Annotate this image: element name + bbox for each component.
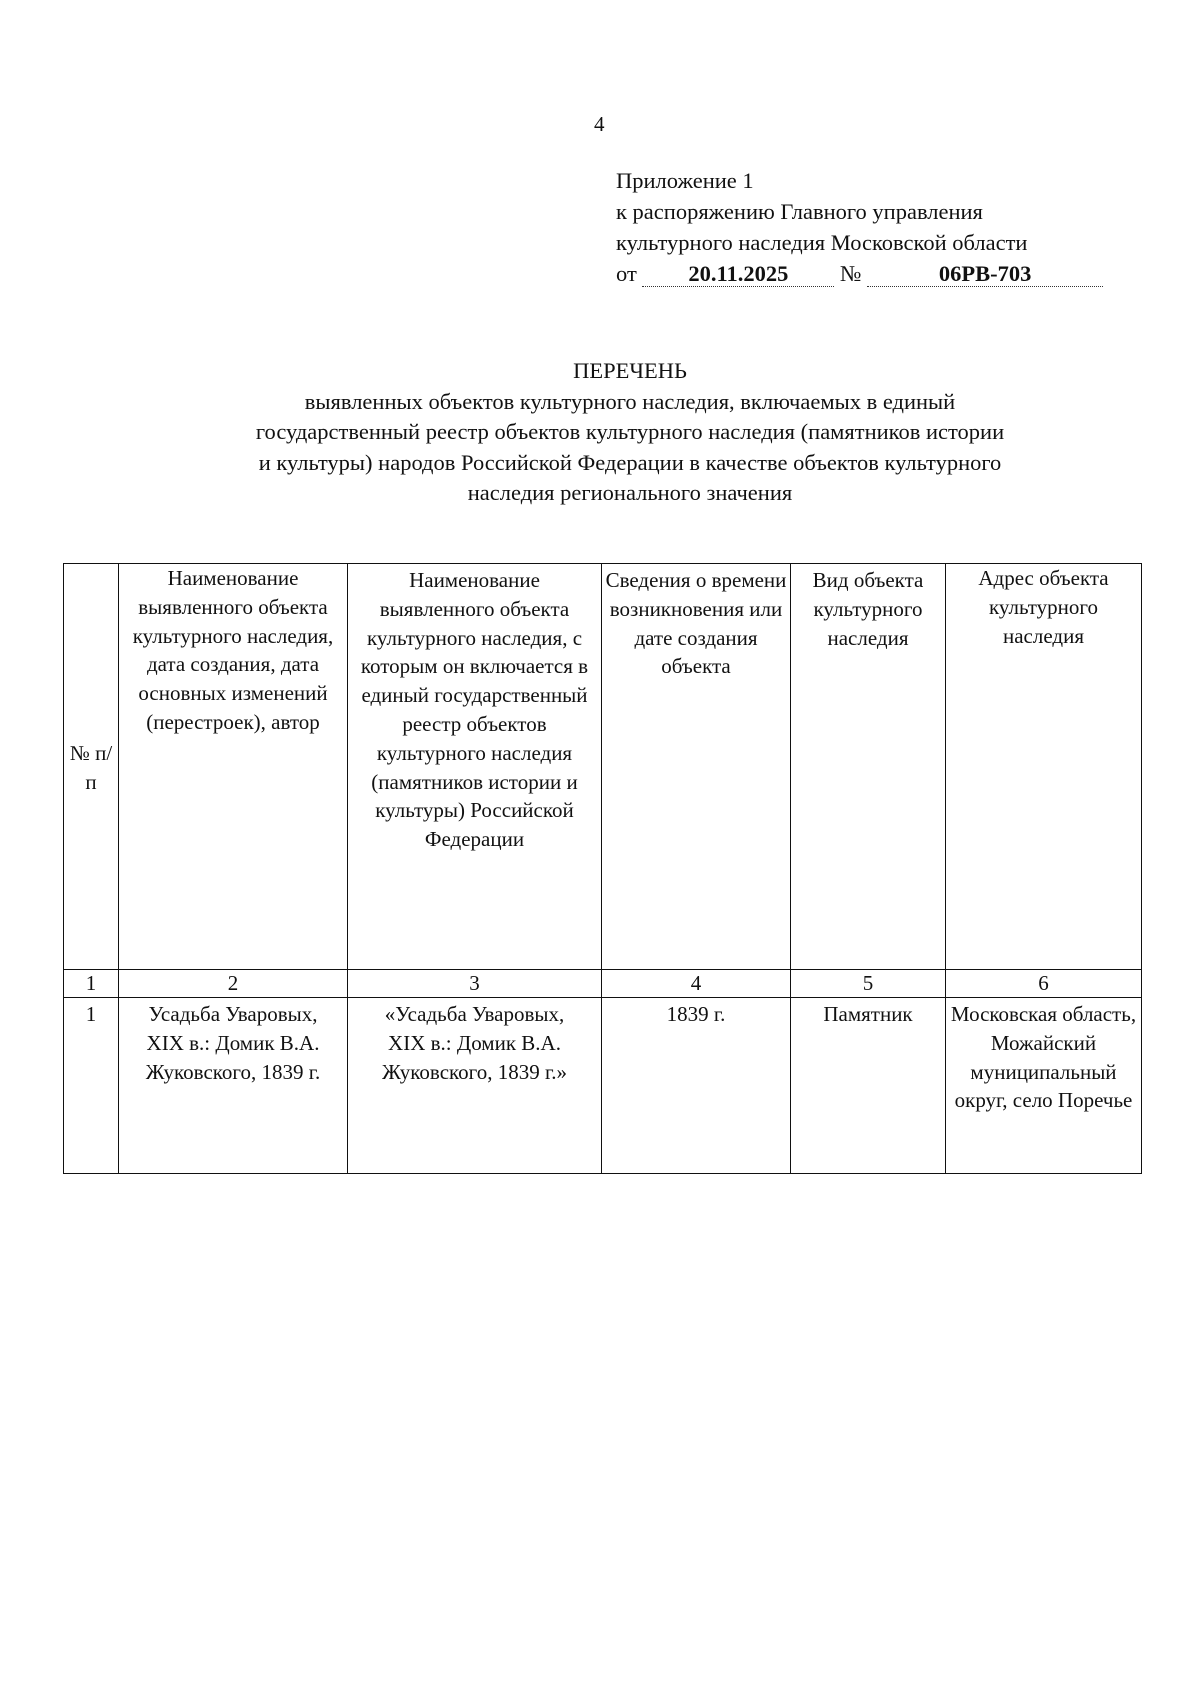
column-number-row: [64, 970, 1142, 998]
row-number: 1: [64, 998, 119, 1174]
column-number: 4: [602, 970, 791, 998]
column-number: 6: [946, 970, 1142, 998]
column-number: 2: [119, 970, 348, 998]
creation-date: 1839 г.: [602, 998, 791, 1174]
appendix-date-line: [616, 258, 1103, 289]
header-cell: Наименование выявленного объекта культурного наследия, дата создания, дата основных изменений (перестроек), автор: [119, 564, 348, 970]
header-cell: Наименование выявленного объекта культурного наследия, с которым он включается в единый государственный реестр объектов культурного наследия (памятников истории и культуры) Российской Федерации: [348, 564, 602, 970]
document-title: [120, 356, 1140, 509]
header-cell: № п/п: [64, 564, 119, 970]
appendix-block: [616, 165, 1103, 289]
object-type: Памятник: [791, 998, 946, 1174]
title-heading: ПЕРЕЧЕНЬ: [573, 358, 687, 383]
page-number: 4: [594, 112, 605, 136]
header-cell: Сведения о времени возникновения или дате создания объекта: [602, 564, 791, 970]
title-line: выявленных объектов культурного наследия, включаемых в единый: [304, 388, 956, 414]
column-number: 5: [791, 970, 946, 998]
order-date: 20.11.2025: [642, 262, 834, 287]
table-row: [64, 998, 1142, 1174]
title-line: и культуры) народов Российской Федерации в качестве объектов культурного: [258, 449, 1002, 475]
date-prefix: от: [616, 261, 637, 286]
header-row: [64, 564, 1142, 970]
appendix-line: культурного наследия Московской области: [616, 230, 1028, 255]
object-name: Усадьба Уваровых, XIX в.: Домик В.А. Жуковского, 1839 г.: [119, 998, 348, 1174]
column-number: 3: [348, 970, 602, 998]
registry-name: «Усадьба Уваровых, XIX в.: Домик В.А. Жуковского, 1839 г.»: [348, 998, 602, 1174]
order-number: 06РВ-703: [867, 262, 1103, 287]
number-prefix: №: [840, 261, 862, 286]
header-cell: Вид объекта культурного наследия: [791, 564, 946, 970]
object-address: Московская область, Можайский муниципальный округ, село Поречье: [946, 998, 1142, 1174]
title-line: наследия регионального значения: [467, 480, 793, 505]
column-number: 1: [64, 970, 119, 998]
appendix-line: к распоряжению Главного управления: [616, 199, 983, 224]
header-cell: Адрес объекта культурного наследия: [946, 564, 1142, 970]
heritage-table: [63, 563, 1142, 1174]
appendix-line: Приложение 1: [616, 168, 754, 193]
title-line: государственный реестр объектов культурного наследия (памятников истории: [255, 419, 1005, 444]
